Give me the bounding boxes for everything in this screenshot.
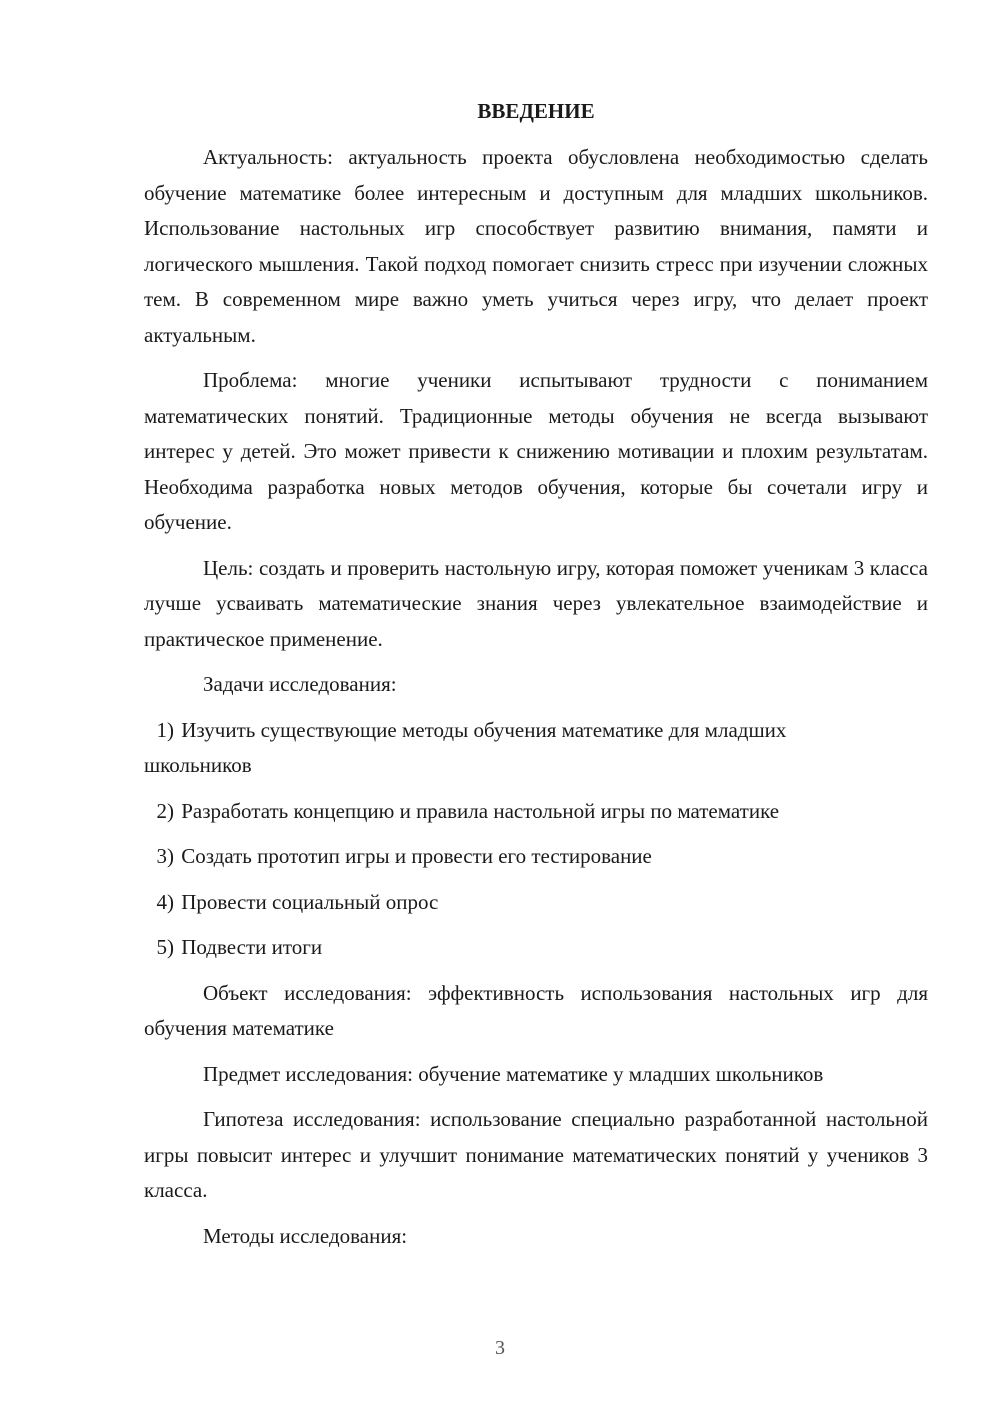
paragraph-hypothesis: Гипотеза исследования: использование специально разработанной настольной игры повысит интерес и улучшит понимание математических понятий у учеников 3 класса. [144, 1107, 928, 1202]
paragraph-problem: Проблема: многие ученики испытывают трудности с пониманием математических понятий. Традиционные методы обучения не всегда вызывают интерес у детей. Это может привести к снижению мотивации и плохим результатам. Необходима разработка новых методов обучения, которые бы сочетали игру и обучение. [144, 368, 928, 534]
list-item [144, 839, 928, 875]
list-item-text: Разработать концепцию и правила настольной игры по математике [181, 798, 780, 823]
paragraph-subject: Предмет исследования: обучение математике у младших школьников [203, 1061, 824, 1086]
paragraph-goal: Цель: создать и проверить настольную игру, которая поможет ученикам 3 класса лучше усваивать математические знания через увлекательное взаимодействие и практическое применение. [144, 555, 928, 651]
page-number: 3 [495, 1337, 505, 1359]
list-item [144, 794, 928, 830]
list-item [144, 930, 928, 966]
list-item-text: Создать прототип игры и провести его тестирование [181, 844, 652, 868]
list-item-number: 2) [156, 798, 174, 823]
list-item-number: 1) [156, 717, 174, 742]
list-item-text: Провести социальный опрос [181, 889, 439, 914]
methods-heading: Методы исследования: [203, 1223, 408, 1248]
list-item-text: Изучить существующие методы обучения математике для младших [181, 717, 787, 742]
list-item-number: 5) [156, 935, 174, 959]
list-item-text: Подвести итоги [181, 935, 323, 959]
paragraph-object: Объект исследования: эффективность использования настольных игр для обучения математике [144, 980, 928, 1040]
document-page [144, 96, 928, 1264]
list-item [144, 885, 928, 921]
list-item-number: 3) [156, 844, 174, 868]
list-item-number: 4) [156, 889, 174, 914]
list-item [144, 713, 928, 749]
list-item-continuation: школьников [144, 753, 252, 777]
paragraph-relevance: Актуальность: актуальность проекта обусловлена необходимостью сделать обучение математике более интересным и доступным для младших школьников. Использование настольных игр способствует развитию внимания, памяти и логического мышления. Такой подход помогает снизить стресс при изучении сложных тем. В современном мире важно уметь учиться через игру, что делает проект актуальным. [144, 145, 928, 347]
tasks-heading: Задачи исследования: [203, 672, 397, 696]
page-title: ВВЕДЕНИЕ [477, 99, 595, 123]
